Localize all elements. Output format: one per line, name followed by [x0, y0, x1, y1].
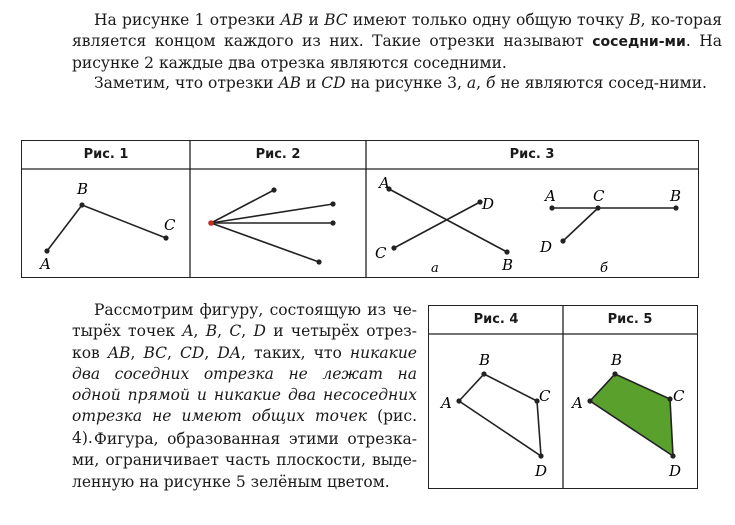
label-c: C — [375, 244, 387, 262]
sub-label-b: б — [600, 261, 608, 276]
fig4-drawing — [439, 351, 551, 480]
label-c: C — [673, 387, 685, 405]
figures-top-drawing — [22, 141, 698, 277]
label-b: B — [670, 187, 682, 205]
figures-bottom-drawing — [429, 306, 697, 488]
fig5-caption: Рис. 5 — [607, 312, 653, 327]
label-b: B — [479, 351, 491, 369]
point-c — [163, 235, 168, 240]
label-c: C — [539, 387, 551, 405]
label-b: B — [611, 351, 623, 369]
label-a: A — [40, 255, 51, 273]
figures-bottom-box — [428, 305, 698, 489]
label-b: B — [77, 180, 89, 198]
label-c: C — [164, 216, 176, 234]
label-d: D — [669, 462, 682, 480]
fig1-drawing — [38, 180, 176, 273]
fig3-caption: Рис. 3 — [509, 147, 555, 162]
green-region — [590, 374, 673, 456]
point-b — [79, 202, 84, 207]
fig2-caption: Рис. 2 — [255, 147, 301, 162]
paragraph-adjacent-definition: На рисунке 1 отрезки AB и BC имеют только одну общую точку B, ко-торая является концом каждого из них. Такие отрезки называют соседни-ми. На рисунке 2 каждые два отрезка являются соседними. — [72, 11, 722, 72]
label-a: A — [572, 394, 583, 412]
figures-top-box — [21, 140, 699, 278]
fig2-drawing — [208, 187, 335, 264]
fig3b-drawing — [539, 187, 681, 276]
label-d: D — [535, 462, 548, 480]
fig5-drawing — [570, 351, 685, 480]
fig4-caption: Рис. 4 — [473, 312, 519, 327]
fig1-caption: Рис. 1 — [83, 147, 129, 162]
fig3a-drawing — [375, 174, 513, 276]
point-a — [44, 248, 49, 253]
label-a: A — [379, 174, 390, 192]
label-c: C — [593, 187, 605, 205]
sub-label-a: а — [431, 261, 439, 276]
label-d: D — [482, 195, 495, 213]
paragraph-region: Фигура, образованная этими отрезка-ми, ограничивает часть плоскости, выде-ленную на рисунке 5 зелёным цветом. — [72, 430, 417, 491]
label-a: A — [441, 394, 452, 412]
term-adjacent: соседни-ми — [592, 34, 686, 50]
label-d: D — [540, 238, 553, 256]
common-point — [208, 220, 214, 226]
paragraph-quadrilateral: Рассмотрим фигуру, состоящую из че-тырёх точек A, B, C, D и четырёх отрез-ков AB, BC, CD, DA, таких, что никакие два соседних отрезка не лежат на одной прямой и никакие два несоседних отрезка не имеют общих точек (рис. 4). — [72, 301, 417, 447]
label-b: B — [502, 256, 514, 274]
condition-text: никакие два соседних отрезка не лежат на одной прямой и никакие два несоседних отрезка не имеют общих точек — [72, 343, 417, 426]
paragraph-not-adjacent: Заметим, что отрезки AB и CD на рисунке 3, а, б не являются сосед-ними. — [94, 74, 707, 92]
label-a: A — [545, 187, 556, 205]
